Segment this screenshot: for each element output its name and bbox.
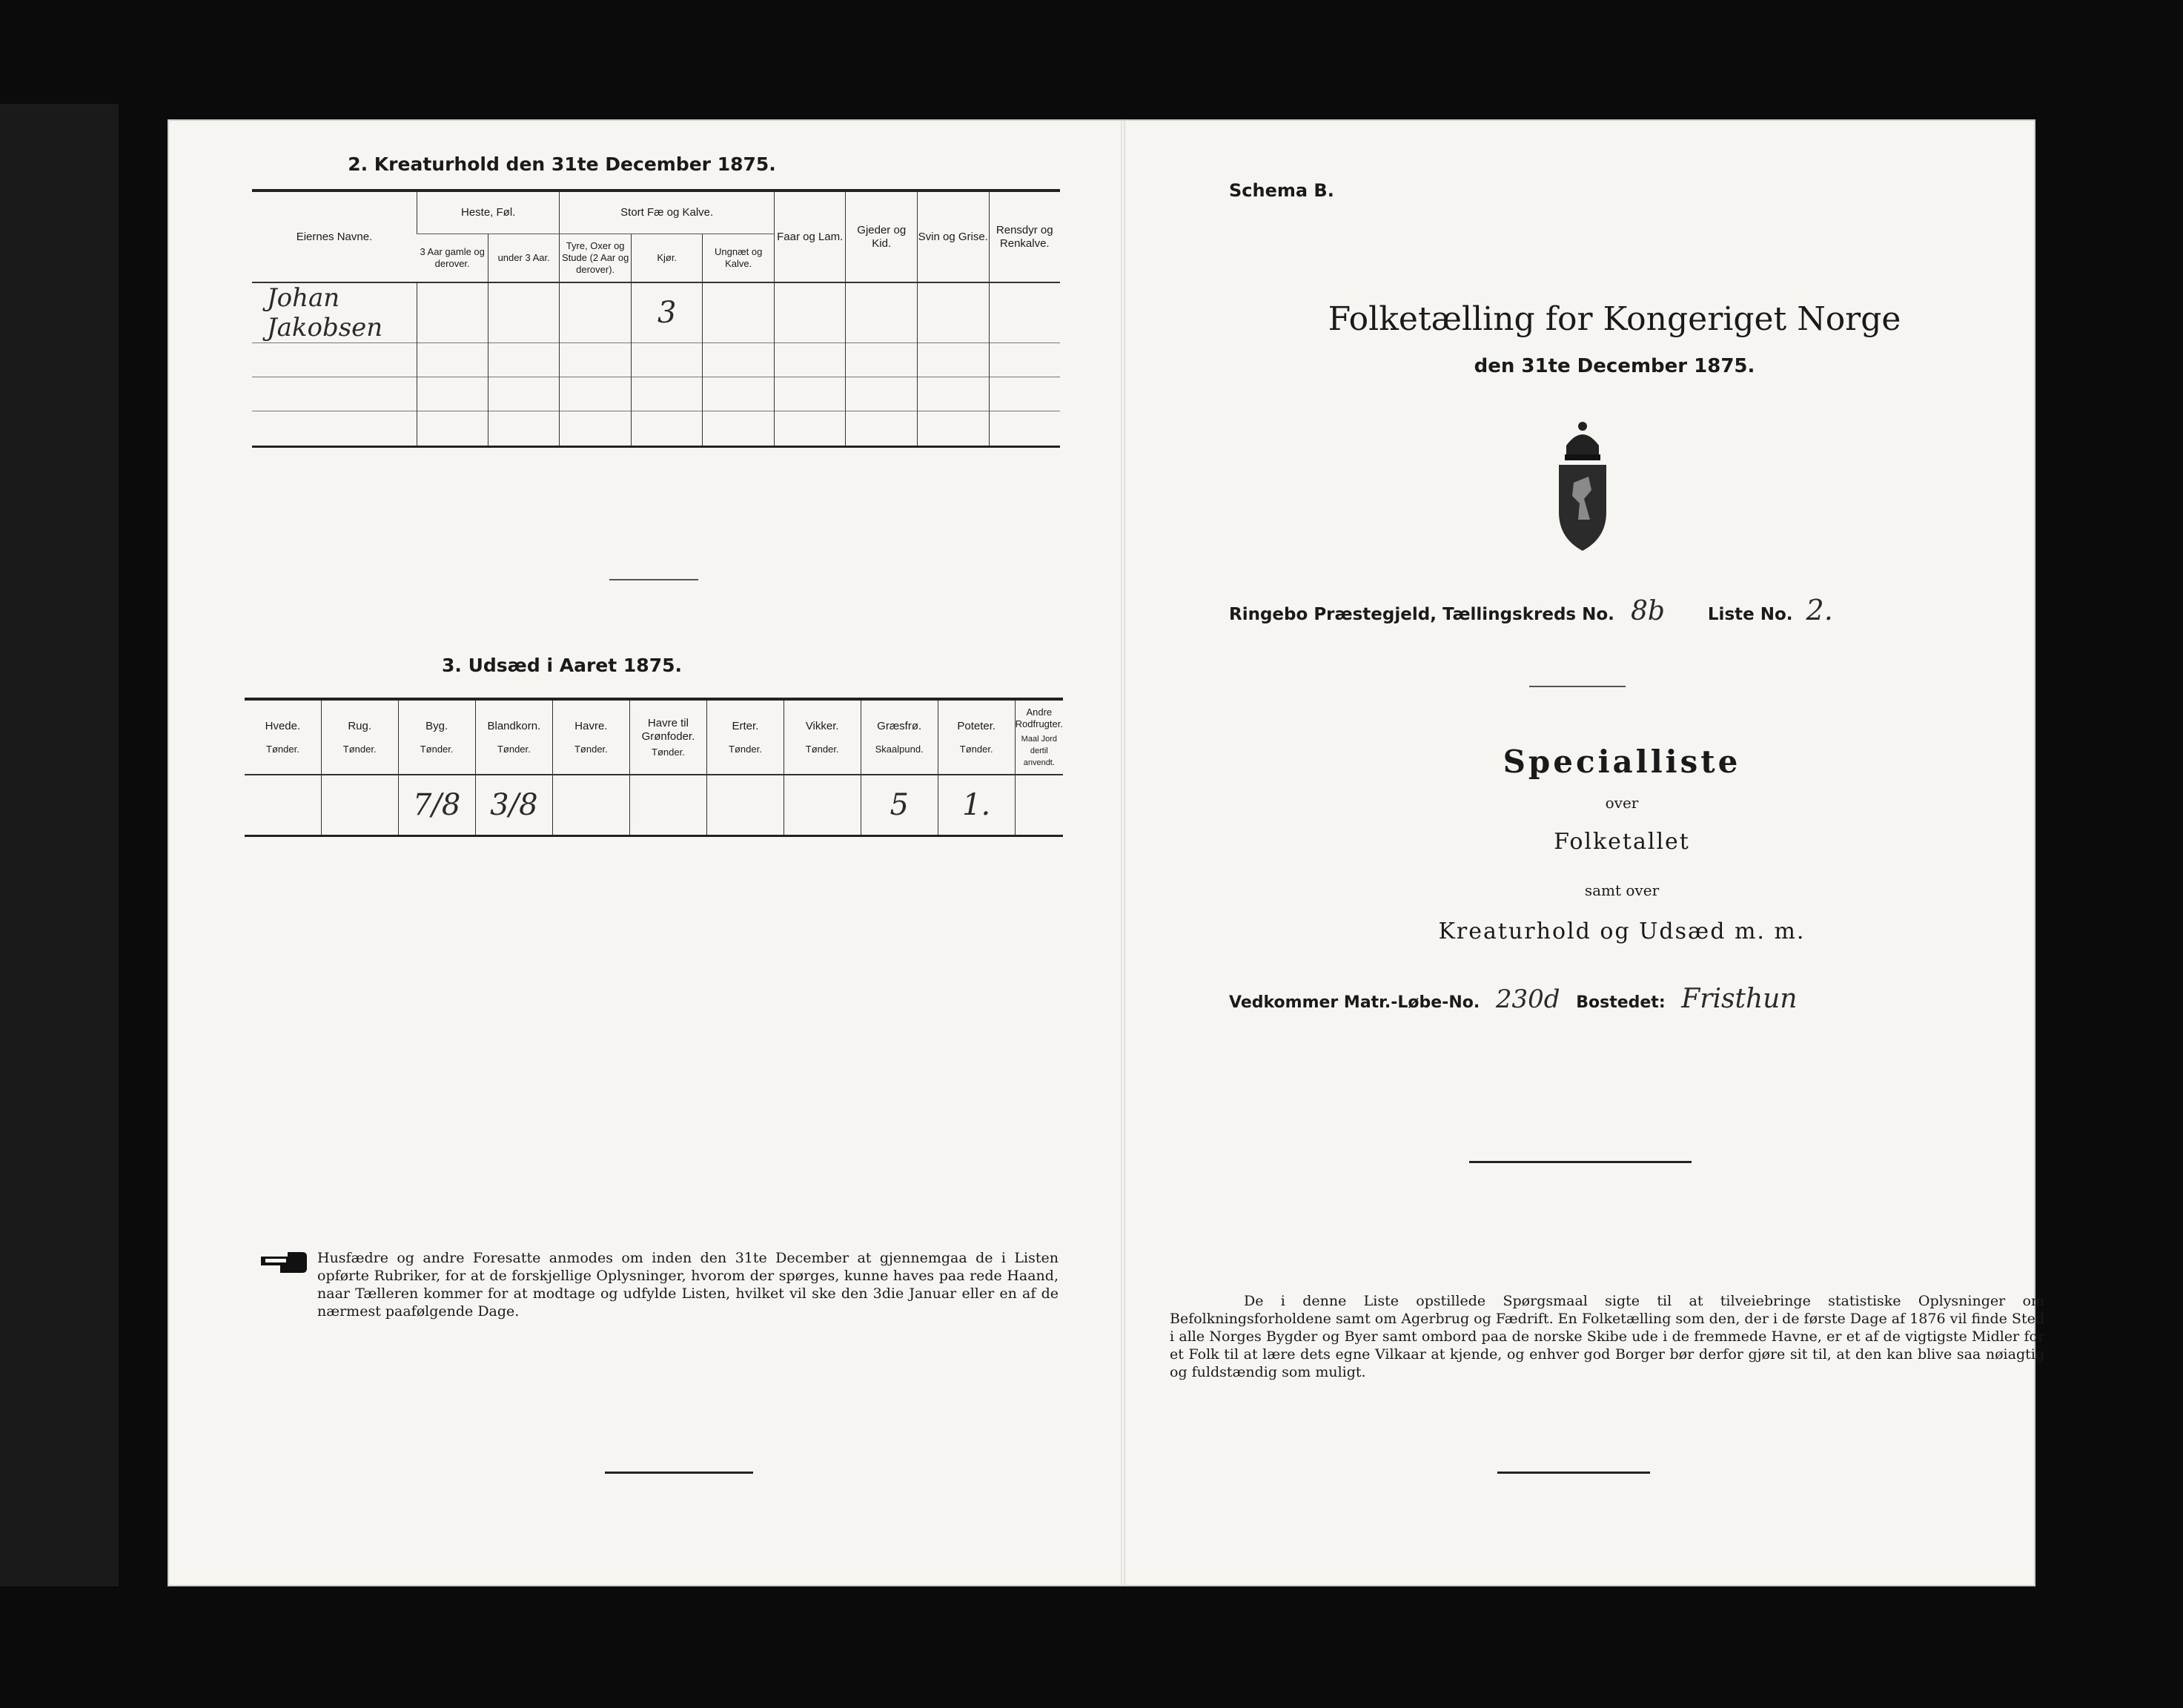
cattle-header: Stort Fæ og Kalve. (560, 192, 775, 234)
divider-bottom-left (605, 1472, 753, 1474)
notice-text: Husfædre og andre Foresatte anmodes om inden den 31te December at gjennemgaa de i Listen opførte Rubriker, for at de forskjellige Oplysninger, hvorom der spørges, kunne haves paa rede Haand, naar Tælleren kommer for at modtage og udfylde Listen, hvilket vil ske den 3die Januar eller en af de nærmest paafølgende Dage. (317, 1250, 1059, 1320)
matr-label: Vedkommer Matr.-Løbe-No. (1229, 993, 1480, 1012)
seed-col-unit: Skaalpund. (875, 743, 924, 755)
horses-young-header: under 3 Aar. (488, 234, 560, 282)
district-number: 8b (1630, 596, 1665, 626)
section3-title: 3. Udsæd i Aaret 1875. (442, 655, 682, 676)
seed-col-unit: Tønder. (342, 743, 377, 755)
seed-value-cell (629, 775, 706, 835)
samt-over-label: samt over (1584, 881, 1660, 899)
schema-label: Schema B. (1229, 180, 1334, 201)
seed-value-cell (245, 775, 321, 835)
pigs-header: Svin og Grise. (917, 192, 989, 282)
reindeer-header: Rensdyr og Renkalve. (989, 192, 1060, 282)
location-line (1229, 594, 2044, 626)
seed-value-cell: 7/8 (398, 775, 475, 835)
seed-value-cell: 5 (861, 775, 938, 835)
seed-col-name: Rug. (348, 719, 372, 732)
folketallet-label: Folketallet (1554, 829, 1690, 855)
footer-text: De i denne Liste opstillede Spørgsmaal sigte til at tilveiebringe statistiske Oplysninger om Befolkningsforholdene samt om Agerbrug og Fædrift. En Folketælling som den, der i de første Dage af 1876 vil finde Sted i alle Norges Bygder og Byer samt ombord paa de norske Skibe ude i de fremmede Havne, er et af de vigtigste Midler for et Folk til at lære dets egne Vilkaar at kjende, og enhver god Borger bør derfor gjøre sit til, at den kan blive saa nøiagtig og fuldstændig som muligt. (1170, 1293, 2044, 1380)
page-fold (1121, 121, 1125, 1585)
seed-col-name: Blandkorn. (487, 719, 541, 732)
kreaturhold-label: Kreaturhold og Udsæd m. m. (1438, 918, 1806, 944)
census-date: den 31te December 1875. (1474, 355, 1755, 377)
goats-header: Gjeder og Kid. (846, 192, 918, 282)
cows-count-cell: 3 (631, 282, 703, 343)
divider-short (609, 579, 698, 580)
seed-value-cell: 3/8 (475, 775, 552, 835)
seed-col-name: Havre til Grønfoder. (641, 716, 695, 743)
seed-col-unit: Tønder. (729, 743, 762, 755)
matr-number: 230d (1495, 984, 1560, 1014)
divider-bottom-right (1497, 1472, 1650, 1474)
seed-col-name: Hvede. (265, 719, 301, 732)
list-number: 2. (1806, 594, 1833, 626)
seed-value-cell: 1. (938, 775, 1015, 835)
sheep-header: Faar og Lam. (774, 192, 846, 282)
seed-table (245, 701, 1063, 837)
seed-value-cell (784, 775, 861, 835)
list-label: Liste No. (1707, 605, 1793, 624)
seed-value-cell (321, 775, 398, 835)
owner-header: Eiernes Navne. (296, 230, 373, 243)
census-sheet (169, 121, 2044, 1585)
seed-col-unit: Tønder. (652, 746, 685, 758)
seed-col-unit: Tønder. (420, 743, 454, 755)
section2-title: 2. Kreaturhold den 31te December 1875. (348, 153, 776, 175)
seed-col-unit: Tønder. (959, 743, 993, 755)
bulls-header: Tyre, Oxer og Stude (2 Aar og derover). (560, 234, 632, 282)
seed-col-unit: Tønder. (266, 743, 299, 755)
coat-of-arms-icon (1546, 416, 1620, 557)
seed-col-name: Erter. (732, 719, 759, 732)
pointing-hand-icon (258, 1246, 310, 1276)
seed-col-unit: Tønder. (574, 743, 608, 755)
seed-col-name: Havre. (574, 719, 608, 732)
seed-col-name: Græsfrø. (877, 719, 922, 732)
seed-col-name: Byg. (425, 719, 448, 732)
property-line (1229, 984, 2044, 1014)
owner-name-cell: Johan Jakobsen (267, 283, 383, 342)
over-label-1: over (1605, 794, 1639, 812)
parish-label: Præstegjeld, (1314, 605, 1437, 624)
livestock-table (252, 192, 1060, 448)
seed-value-cell (707, 775, 784, 835)
seed-col-unit: Tønder. (497, 743, 531, 755)
seed-value-cell (553, 775, 630, 835)
seed-col-unit: Maal Jord dertil anvendt. (1021, 734, 1057, 767)
bosted-name: Fristhun (1681, 984, 1798, 1014)
divider-right-2 (1469, 1161, 1692, 1163)
district-label: Tællingskreds No. (1442, 605, 1614, 624)
cows-header: Kjør. (631, 234, 703, 282)
seed-col-name: Andre Rodfrugter. (1015, 706, 1063, 729)
seed-col-name: Poteter. (957, 719, 996, 732)
census-title: Folketælling for Kongeriget Norge (1328, 300, 1901, 338)
horses-adult-header: 3 Aar gamle og derover. (420, 245, 485, 269)
scan-edge (0, 104, 119, 1586)
seed-value-cell (1015, 775, 1063, 835)
calves-header: Ungnæt og Kalve. (703, 234, 775, 282)
divider-right-1 (1529, 686, 1626, 687)
seed-col-name: Vikker. (805, 719, 839, 732)
seed-col-unit: Tønder. (805, 743, 839, 755)
bosted-label: Bostedet: (1576, 993, 1666, 1012)
specialliste-title: Specialliste (1503, 744, 1741, 780)
parish-name: Ringebo (1229, 605, 1308, 624)
horses-header: Heste, Føl. (417, 192, 559, 234)
